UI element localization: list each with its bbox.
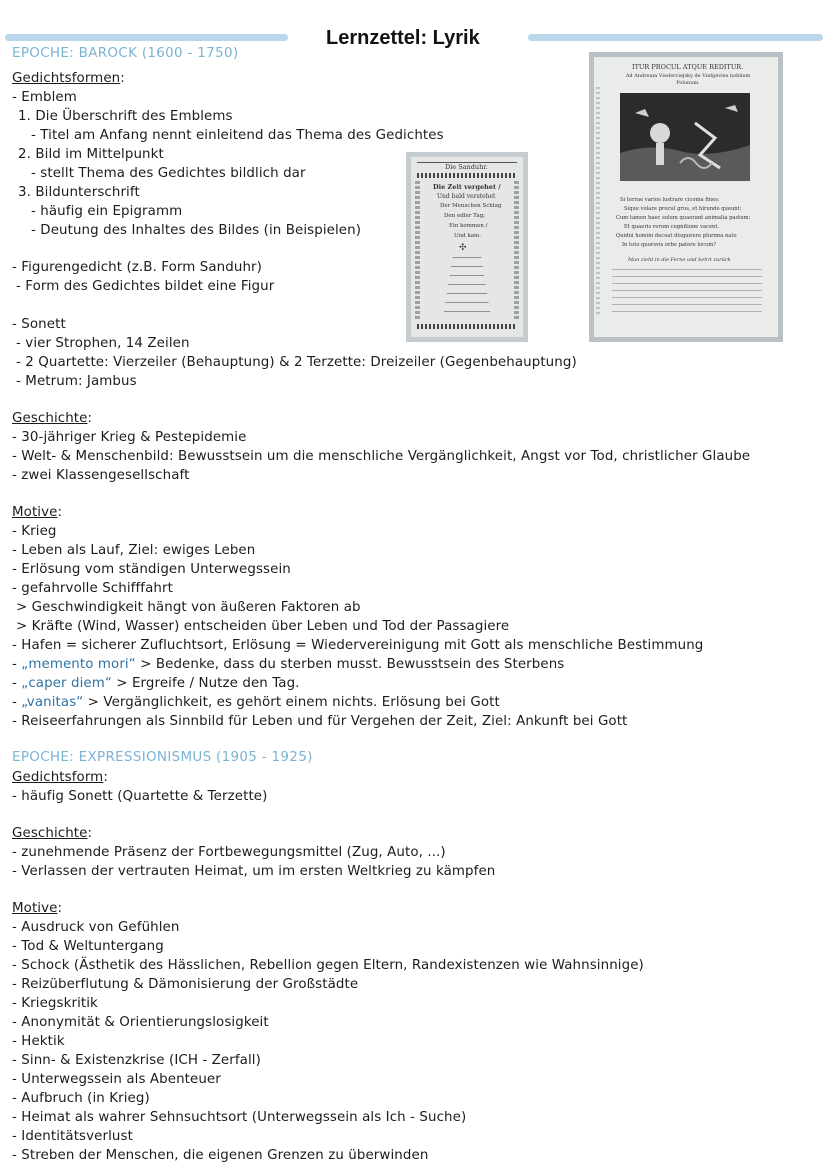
list-item: - Unterwegssein als Abenteuer	[12, 1072, 221, 1087]
list-item: - zunehmende Präsenz der Fortbewegungsmittel (Zug, Auto, ...)	[12, 845, 446, 860]
figure-poem-line: Die Zeit vergehet /	[433, 183, 501, 191]
emblem-translation	[612, 269, 762, 313]
emblem-verse: Si terrae varios lustrare ciconia fines:	[620, 197, 720, 203]
term-memento-mori: „memento mori“	[21, 657, 136, 672]
figure-poem-image	[406, 152, 528, 342]
figure-poem-line: Ein kommen /	[449, 223, 488, 229]
emblem-subheading: Ad Andream Viederviejsky de Viefgevies nobilem Polonum.	[625, 73, 751, 86]
figure-poem-heading: Die Sanduhr.	[445, 163, 488, 171]
emblem-heading: ITUR PROCUL ATQUE REDITUR.	[632, 63, 744, 71]
figure-poem-line: Und kam.	[454, 233, 482, 239]
list-item: - Anonymität & Orientierungslosigkeit	[12, 1015, 269, 1030]
list-item-memento-mori: - „memento mori“ > Bedenke, dass du sterben musst. Bewusstsein des Sterbens	[12, 657, 565, 672]
label-gedichtsformen: Gedichtsformen:	[12, 71, 125, 86]
list-item: - häufig ein Epigramm	[31, 204, 183, 219]
emblem-verse: In toto quorsvis orbe patere locum?	[622, 242, 717, 248]
emblem-verse: Quidni homini deceat disquirere plurima nato	[616, 233, 737, 239]
list-item: - Leben als Lauf, Ziel: ewiges Leben	[12, 543, 256, 558]
list-item: - gefahrvolle Schifffahrt	[12, 581, 173, 596]
list-item: 2. Bild im Mittelpunkt	[18, 147, 164, 162]
label-geschichte-expr: Geschichte:	[12, 826, 93, 841]
list-item: - Hafen = sicherer Zufluchtsort, Erlösung = Wiedervereinigung mit Gott als menschliche Bestimmung	[12, 638, 704, 653]
list-item: - Aufbruch (in Krieg)	[12, 1091, 150, 1106]
figure-poem-line: Den edler Tag;	[444, 213, 486, 219]
label-gedichtsform: Gedichtsform:	[12, 770, 108, 785]
epoch-heading-barock: EPOCHE: BAROCK (1600 - 1750)	[12, 45, 239, 61]
emblem-verse: Et quaeris rerum cognitione vacent.	[624, 224, 720, 230]
list-item: - Identitätsverlust	[12, 1129, 133, 1144]
figure-poem-line: Der Menschen Schlag	[440, 203, 502, 209]
emblem-image	[589, 52, 783, 342]
term-carpe-diem: „caper diem“	[21, 676, 112, 691]
term-vanitas: „vanitas“	[21, 695, 84, 710]
list-item: - Sinn- & Existenzkrise (ICH - Zerfall)	[12, 1053, 261, 1068]
list-item: - Verlassen der vertrauten Heimat, um im ersten Weltkrieg zu kämpfen	[12, 864, 496, 879]
list-item: - häufig Sonett (Quartette & Terzette)	[12, 789, 268, 804]
list-item: - Kriegskritik	[12, 996, 98, 1011]
list-item: 1. Die Überschrift des Emblems	[18, 109, 233, 124]
list-item-vanitas: - „vanitas“ > Vergänglichkeit, es gehört einem nichts. Erlösung bei Gott	[12, 695, 500, 710]
list-item: - Heimat als wahrer Sehnsuchtsort (Unterwegssein als Ich - Suche)	[12, 1110, 467, 1125]
label-motive-expr: Motive:	[12, 901, 63, 916]
list-item: - Emblem	[12, 90, 77, 105]
list-item: - stellt Thema des Gedichtes bildlich dar	[31, 166, 306, 181]
epoch-heading-expressionismus: EPOCHE: EXPRESSIONISMUS (1905 - 1925)	[12, 749, 313, 765]
header-bar-right	[528, 34, 823, 41]
list-item: - Deutung des Inhaltes des Bildes (in Beispielen)	[31, 223, 362, 238]
list-item: - 2 Quartette: Vierzeiler (Behauptung) & 2 Terzette: Dreizeiler (Gegenbehauptung)	[16, 355, 577, 370]
list-item: - Schock (Ästhetik des Hässlichen, Rebellion gegen Eltern, Randexistenzen wie Wahnsinnige)	[12, 958, 644, 973]
list-item: - Figurengedicht (z.B. Form Sanduhr)	[12, 260, 262, 275]
emblem-woodcut	[620, 93, 750, 181]
list-item: - Streben der Menschen, die eigenen Grenzen zu überwinden	[12, 1148, 429, 1163]
list-item: > Geschwindigkeit hängt von äußeren Faktoren ab	[16, 600, 361, 615]
emblem-verse: Cum tamen haec solum quaerant animalia pastum:	[616, 215, 751, 221]
list-item: - Hektik	[12, 1034, 65, 1049]
list-item: - zwei Klassengesellschaft	[12, 468, 190, 483]
figure-poem-line: Und bald verstehet	[437, 193, 496, 200]
list-item: - Welt- & Menschenbild: Bewusstsein um die menschliche Vergänglichkeit, Angst vor Tod, christlicher Glaube	[12, 449, 751, 464]
list-item: - vier Strophen, 14 Zeilen	[16, 336, 190, 351]
list-item-carpe-diem: - „caper diem“ > Ergreife / Nutze den Tag.	[12, 676, 300, 691]
list-item: - Form des Gedichtes bildet eine Figur	[16, 279, 275, 294]
list-item: - Titel am Anfang nennt einleitend das Thema des Gedichtes	[31, 128, 444, 143]
list-item: - Erlösung vom ständigen Unterwegssein	[12, 562, 291, 577]
label-geschichte: Geschichte:	[12, 411, 93, 426]
emblem-caption: Man zieht in die Ferne und kehrt zurück	[628, 257, 731, 263]
list-item: - Krieg	[12, 524, 57, 539]
list-item: - Ausdruck von Gefühlen	[12, 920, 180, 935]
list-item: > Kräfte (Wind, Wasser) entscheiden über Leben und Tod der Passagiere	[16, 619, 510, 634]
list-item: - Reiseerfahrungen als Sinnbild für Leben und für Vergehen der Zeit, Ziel: Ankunft bei Gott	[12, 714, 628, 729]
list-item: - Metrum: Jambus	[16, 374, 137, 389]
list-item: - Sonett	[12, 317, 66, 332]
list-item: - 30-jähriger Krieg & Pestepidemie	[12, 430, 247, 445]
list-item: - Tod & Weltuntergang	[12, 939, 164, 954]
list-item: - Reizüberflutung & Dämonisierung der Großstädte	[12, 977, 359, 992]
list-item: 3. Bildunterschrift	[18, 185, 140, 200]
emblem-verse: Sique volare procul grus, et hirundo queunt:	[624, 206, 742, 212]
page-title: Lernzettel: Lyrik	[326, 27, 480, 49]
header-bar-left	[5, 34, 288, 41]
label-motive: Motive:	[12, 505, 63, 520]
ornament-icon: ✣	[459, 243, 467, 253]
